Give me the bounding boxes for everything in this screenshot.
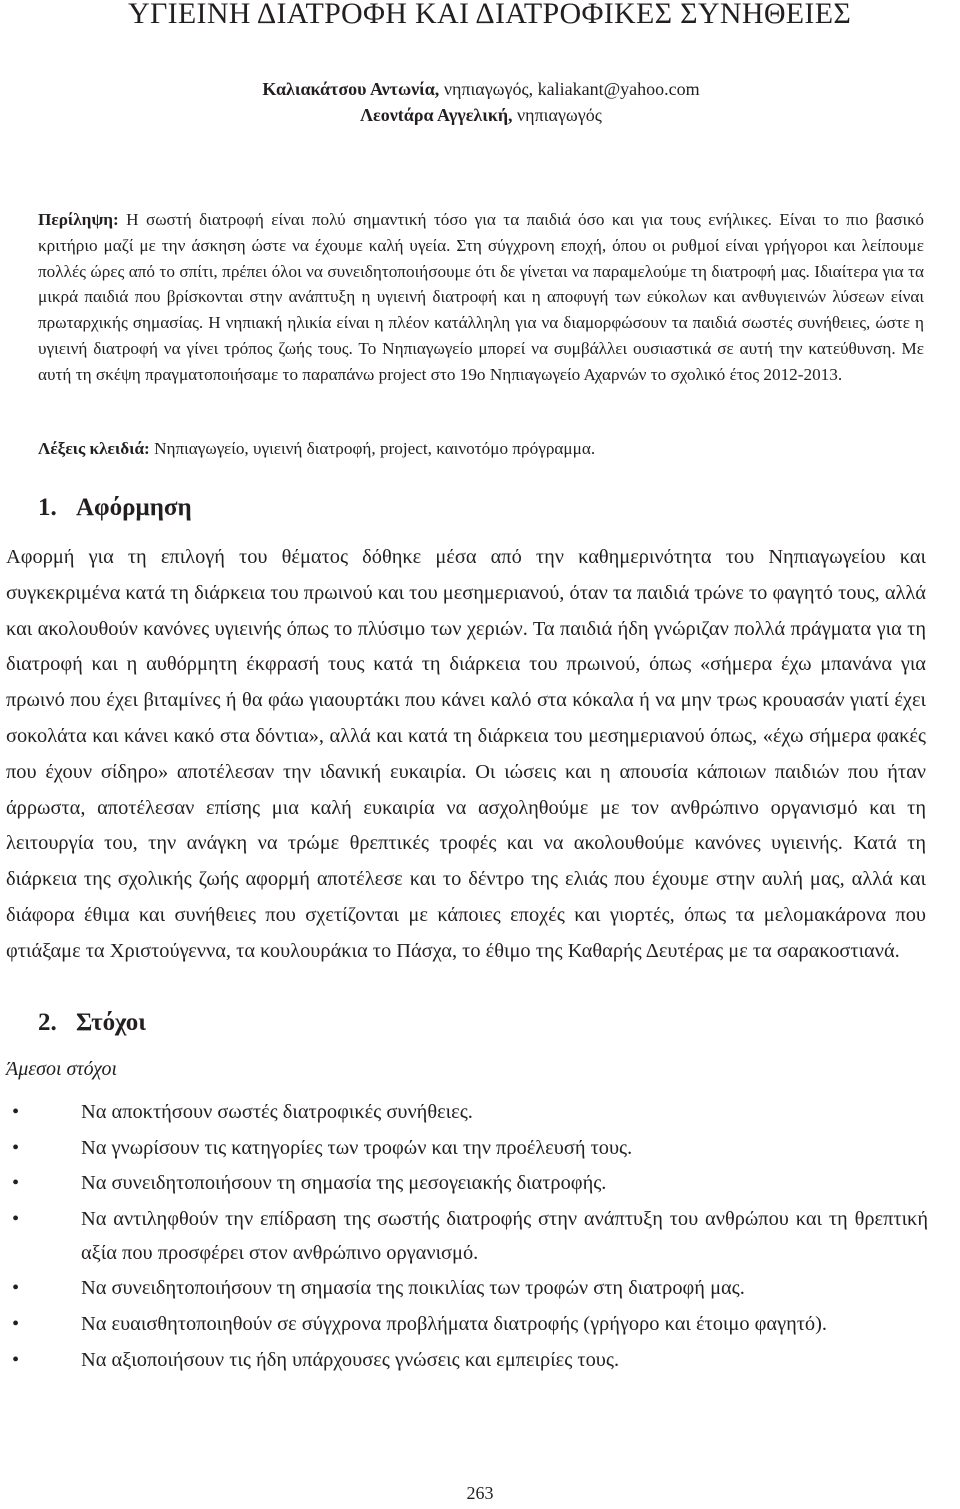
list-item: [6, 1131, 928, 1165]
list-item: [6, 1202, 928, 1270]
list-item: [6, 1166, 928, 1200]
section-1-paragraph: Αφορμή για τη επιλογή του θέματος δόθηκε μέσα από την καθημερινότητα του Νηπιαγωγείου και συγκεκριμένα κατά τη διάρκεια του πρωινού και του μεσημεριανού, όταν τα παιδιά τρώνε το φαγητό τους, αλλά και ακολουθούν κανόνες υγιεινής όπως το πλύσιμο των χεριών. Τα παιδιά ήδη γνώριζαν πολλά πράγματα για τη διατροφή και η αυθόρμητη έκφρασή τους κατά τη διάρκεια του πρωινού, όπως «σήμερα έχω μπανάνα για πρωινό που έχει βιταμίνες ή θα φάω γιαουρτάκι που κάνει καλό στα κόκαλα ή να μην τρως κρουασάν γιατί έχει σοκολάτα και κάνει κακό στα δόντια», αλλά και κατά τη διάρκεια του μεσημεριανού όπως, «έχω σήμερα φακές που έχουν σίδηρο» αποτέλεσαν την ιδανική ευκαιρία. Οι ιώσεις και η απουσία κάποιων παιδιών που ήταν άρρωστα, αποτέλεσαν επίσης μια καλή ευκαιρία να ασχοληθούμε με τον ανθρώπινο οργανισμό και τη λειτουργία του, την ανάγκη να τρώμε θρεπτικές τροφές και να ακολουθούμε κανόνες υγιεινής. Κατά τη διάρκεια της σχολικής ζωής αφορμή αποτέλεσε και το δέντρο της ελιάς που έχουμε στην αυλή μας, αλλά και διάφορα έθιμα και συνήθειες που σχετίζονται με κάποιες εποχές και γιορτές, όπως τα μελομακάρονα που φτιάξαμε τα Χριστούγεννα, τα κουλουράκια το Πάσχα, το έθιμο της Καθαρής Δευτέρας με τα σαρακοστιανά.: [6, 546, 926, 962]
author-line-2: [38, 104, 924, 126]
bullet-icon: •: [12, 1101, 20, 1123]
bullet-icon: •: [12, 1172, 20, 1195]
list-item: [6, 1271, 928, 1305]
section-title: Αφόρμηση: [76, 494, 192, 521]
author-details: νηπιαγωγός, kaliakant@yahoo.com: [439, 79, 700, 99]
goal-text: Να αξιοποιήσουν τις ήδη υπάρχουσες γνώσεις και εμπειρίες τους.: [81, 1348, 620, 1371]
author-name: Λεονtάρα Αγγελική,: [360, 105, 513, 125]
section-number: 2.: [38, 1009, 57, 1036]
keywords-label: Λέξεις κλειδιά:: [38, 439, 150, 458]
author-name: Καλιακάτσου Αντωνία,: [262, 79, 440, 99]
goal-text: Να αντιληφθούν την επίδραση της σωστής διατροφής στην ανάπτυξη του ανθρώπου και τη θρεπτική αξία που προσφέρει στον ανθρώπινο οργανισμό.: [81, 1207, 928, 1264]
bullet-icon: •: [12, 1207, 20, 1230]
keywords-text: Νηπιαγωγείο, υγιεινή διατροφή, project, καινοτόμο πρόγραμμα.: [149, 439, 596, 458]
goal-text: Να αποκτήσουν σωστές διατροφικές συνήθειες.: [81, 1101, 473, 1123]
goal-text: Να γνωρίσουν τις κατηγορίες των τροφών και την προέλευσή τους.: [81, 1136, 633, 1159]
author-details: νηπιαγωγός: [512, 105, 602, 125]
bullet-icon: •: [12, 1312, 20, 1335]
goal-text: Να συνειδητοποιήσουν τη σημασία της μεσογειακής διατροφής.: [81, 1172, 607, 1195]
goals-subheading: Άμεσοι στόχοι: [6, 1058, 118, 1080]
section-title: Στόχοι: [76, 1009, 146, 1036]
list-item: [6, 1307, 928, 1341]
abstract: [38, 207, 924, 388]
goals-list: [6, 1095, 928, 1378]
abstract-label: Περίληψη:: [38, 210, 119, 229]
page-number: 263: [466, 1483, 494, 1503]
abstract-text: Η σωστή διατροφή είναι πολύ σημαντική τόσο για τα παιδιά όσο και για τους ενήλικες. Είναι το πιο βασικό κριτήριο μαζί με την άσκηση ώστε να έχουμε καλή υγεία. Στη σύγχρονη εποχή, όπου οι ρυθμοί είναι γρήγοροι και λείπουμε πολλές ώρες από το σπίτι, πρέπει όλοι να συνειδητοποιήσουμε ότι δε γίνεται να παραμελούμε τη διατροφή μας. Ιδιαίτερα για τα μικρά παιδιά που βρίσκονται στην ανάπτυξη η υγιεινή διατροφή και η αποφυγή των εύκολων και ανθυγιεινών λύσεων είναι πρωταρχικής σημασίας. Η νηπιακή ηλικία είναι η πλέον κατάλληλη για να διαμορφώσουν τα παιδιά σωστές συνήθειες, ώστε η υγιεινή διατροφή να γίνει τρόπος ζωής τους. Το Νηπιαγωγείο μπορεί να συμβάλλει ουσιαστικά σε αυτή την κατεύθυνση. Με αυτή τη σκέψη πραγματοποιήσαμε το παραπάνω project στο 19ο Νηπιαγωγείο Αχαρνών το σχολικό έτος 2012-2013.: [38, 210, 924, 384]
keywords: [38, 436, 924, 462]
section-heading-1: [38, 493, 192, 523]
list-item: [6, 1343, 928, 1377]
article-title: ΥΓΙΕΙΝΗ ΔΙΑΤΡΟΦΗ ΚΑΙ ΔΙΑΤΡΟΦΙΚΕΣ ΣΥΝΗΘΕΙΕΣ: [128, 0, 852, 30]
author-line-1: [38, 78, 924, 100]
list-item: [6, 1095, 928, 1129]
goal-text: Να ευαισθητοποιηθούν σε σύγχρονα προβλήματα διατροφής (γρήγορο και έτοιμο φαγητό).: [81, 1312, 828, 1335]
bullet-icon: •: [12, 1136, 20, 1159]
section-number: 1.: [38, 494, 57, 521]
section-heading-2: [38, 1008, 146, 1038]
bullet-icon: •: [12, 1348, 20, 1371]
goal-text: Να συνειδητοποιήσουν τη σημασία της ποικιλίας των τροφών στη διατροφή μας.: [81, 1277, 745, 1300]
bullet-icon: •: [12, 1277, 20, 1300]
